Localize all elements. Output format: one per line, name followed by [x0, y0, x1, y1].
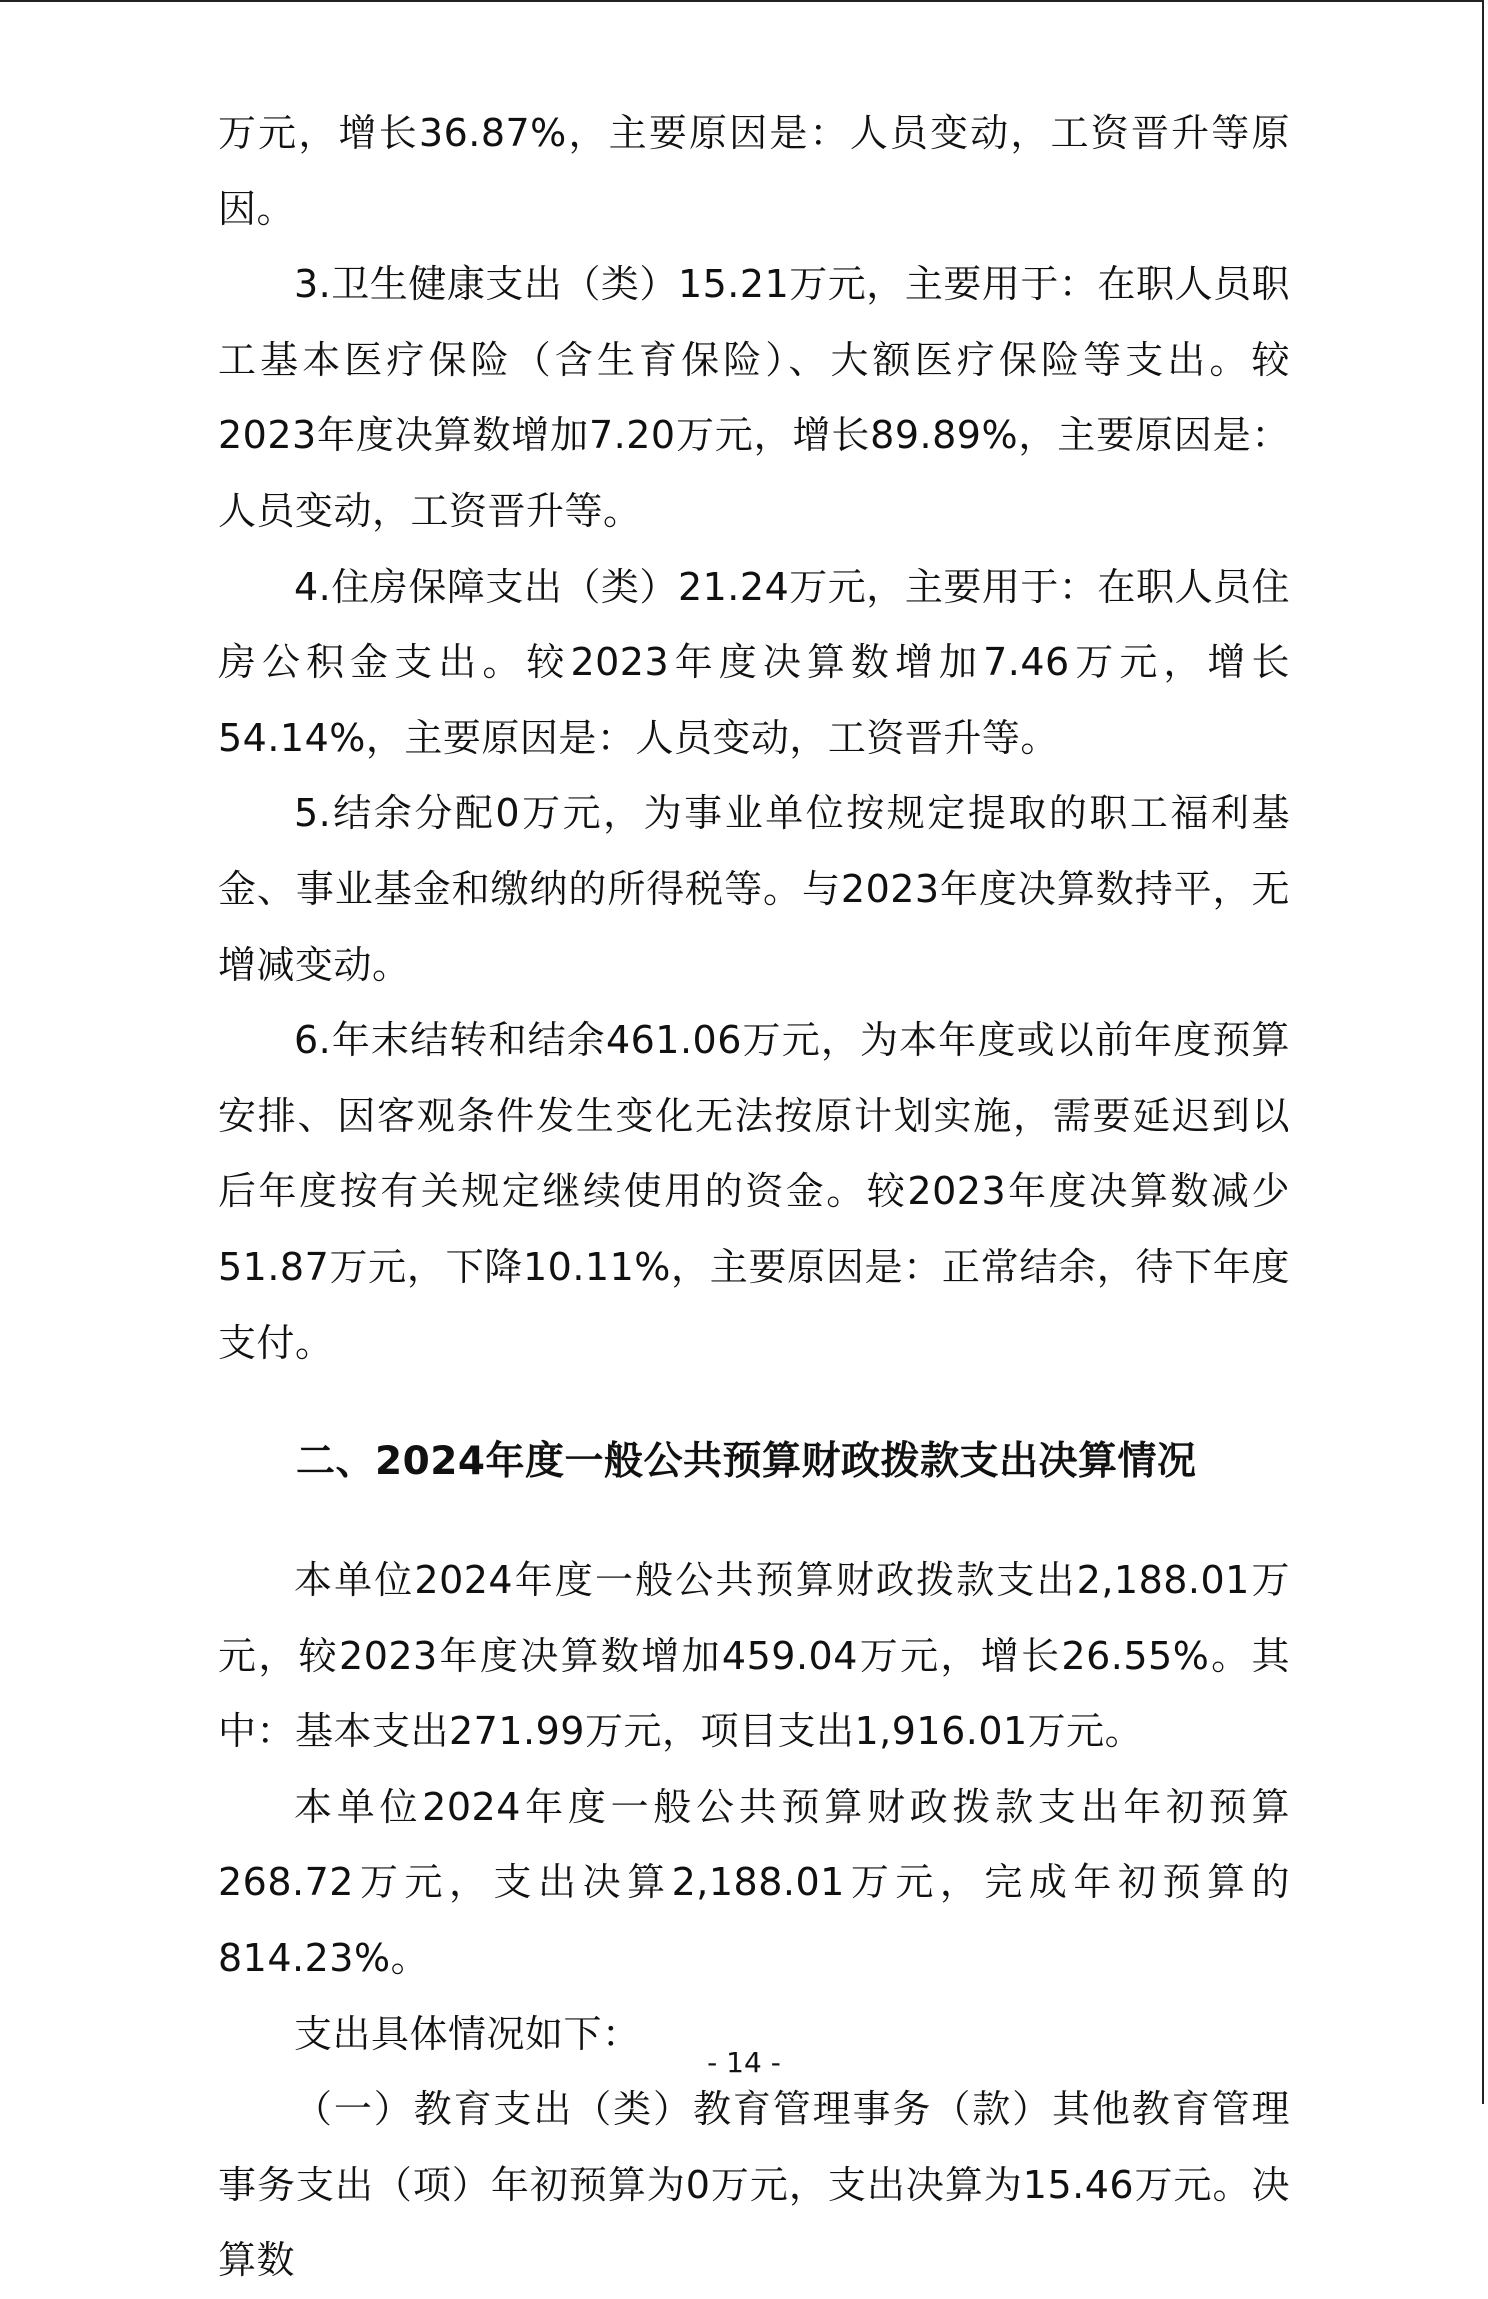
paragraph-budget-completion: 本单位2024年度一般公共预算财政拨款支出年初预算268.72万元，支出决算2,188.01万元，完成年初预算的814.23%。 [218, 1784, 1290, 1981]
document-body [218, 96, 1290, 2299]
paragraph-education-expense: （一）教育支出（类）教育管理事务（款）其他教育管理事务支出（项）年初预算为0万元，支出决算为15.46万元。决算数 [218, 2087, 1290, 2283]
paragraph-general-budget-total: 本单位2024年度一般公共预算财政拨款支出2,188.01万元，较2023年度决算数增加459.04万元，增长26.55%。其中：基本支出271.99万元，项目支出1,916.01万元。 [218, 1558, 1290, 1754]
paragraph-details-intro: 支出具体情况如下： [294, 2011, 641, 2056]
paragraph-year-end-balance: 6.年末结转和结余461.06万元，为本年度或以前年度预算安排、因客观条件发生变化无法按原计划实施，需要延迟到以后年度按有关规定继续使用的资金。较2023年度决算数减少51.87万元，下降10.11%，主要原因是：正常结余，待下年度支付。 [218, 1018, 1290, 1365]
paragraph-surplus-distribution: 5.结余分配0万元，为事业单位按规定提取的职工福利基金、事业基金和缴纳的所得税等。与2023年度决算数持平，无增减变动。 [218, 791, 1290, 987]
paragraph-health-expense: 3.卫生健康支出（类）15.21万元，主要用于：在职人员职工基本医疗保险（含生育保险）、大额医疗保险等支出。较2023年度决算数增加7.20万元，增长89.89%，主要原因是：人员变动，工资晋升等。 [218, 262, 1290, 533]
paragraph-personnel-expense-tail: 万元，增长36.87%，主要原因是：人员变动，工资晋升等原因。 [218, 111, 1290, 231]
section-heading-general-budget: 二、2024年度一般公共预算财政拨款支出决算情况 [296, 1439, 1197, 1485]
page-number: - 14 - [707, 2046, 781, 2079]
paragraph-housing-expense: 4.住房保障支出（类）21.24万元，主要用于：在职人员住房公积金支出。较2023年度决算数增加7.46万元，增长54.14%，主要原因是：人员变动，工资晋升等。 [218, 564, 1290, 760]
